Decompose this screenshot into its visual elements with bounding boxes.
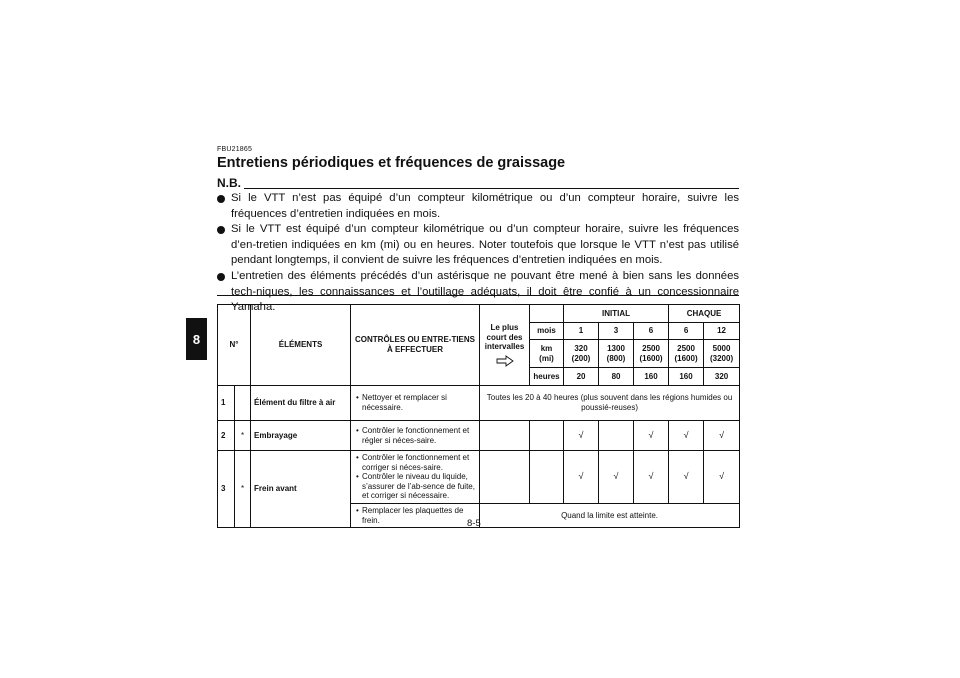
arrow-right-icon xyxy=(496,355,514,367)
page-number: 8-5 xyxy=(467,518,481,529)
nb-item xyxy=(217,191,739,222)
interval-value: 2500 (1600) xyxy=(669,340,704,368)
row-asterisk: * xyxy=(235,421,251,451)
row-element: Élément du filtre à air xyxy=(251,386,351,421)
action-text: Contrôler le fonctionnement et régler si néces-saire. xyxy=(362,425,470,445)
interval-blank xyxy=(530,421,564,451)
interval-value: 6 xyxy=(634,323,669,340)
nb-item-text: L’entretien des éléments précédés d’un astérisque ne pouvant être mené à bien sans les données tech-niques, les connaissances et l’outillage adéquats, il doit être confié à un concessionnaire Yamaha. xyxy=(231,269,739,314)
row-number: 3 xyxy=(218,451,235,528)
interval-value: 160 xyxy=(669,368,704,386)
bullet-icon xyxy=(217,195,225,203)
check-mark: √ xyxy=(669,421,704,451)
interval-blank xyxy=(480,421,530,451)
action-text: Contrôler le fonctionnement et corriger si néces-saire. xyxy=(362,453,470,472)
row-note: Toutes les 20 à 40 heures (plus souvent dans les régions humides ou poussié-reuses) xyxy=(480,386,740,421)
action-text: Remplacer les plaquettes de frein. xyxy=(362,505,464,525)
table-row xyxy=(218,421,740,451)
interval-value: 6 xyxy=(669,323,704,340)
row-asterisk: * xyxy=(235,451,251,528)
nb-end-rule xyxy=(217,295,739,296)
action-text: Nettoyer et remplacer si nécessaire. xyxy=(362,393,447,412)
row-asterisk xyxy=(235,386,251,421)
check-mark: √ xyxy=(634,451,669,504)
check-mark: √ xyxy=(669,451,704,504)
header-controls: CONTRÔLES OU ENTRE-TIENS À EFFECTUER xyxy=(351,305,480,386)
row-element: Frein avant xyxy=(251,451,351,528)
interval-value: 20 xyxy=(564,368,599,386)
header-unit-blank xyxy=(530,305,564,323)
row-action xyxy=(351,503,480,527)
interval-value: 320 xyxy=(704,368,740,386)
nb-item-text: Si le VTT est équipé d’un compteur kilométrique ou d’un compteur horaire, suivre les fréquences d’en-tretien indiquées en km (mi) ou en heures. Noter toutefois que lorsque le VTT n’est pas utilisé pendant longtemps, il convient de suivre les fréquences d’entretien indiquées en mois. xyxy=(231,223,739,267)
maintenance-table xyxy=(217,304,740,528)
document-code: FBU21865 xyxy=(217,146,253,153)
row-action xyxy=(351,451,480,504)
bullet-icon xyxy=(217,226,225,234)
header-elements: ÉLÉMENTS xyxy=(251,305,351,386)
interval-value: 320 (200) xyxy=(564,340,599,368)
action-item: • Remplacer les plaquettes de frein. xyxy=(356,505,464,525)
interval-value: 160 xyxy=(634,368,669,386)
unit-km: km (mi) xyxy=(530,340,564,368)
header-each: CHAQUE xyxy=(669,305,740,323)
interval-value: 2500 (1600) xyxy=(634,340,669,368)
action-item: • Contrôler le fonctionnement et corriger si néces-saire. xyxy=(356,453,470,472)
page-title: Entretiens périodiques et fréquences de graissage xyxy=(217,155,566,171)
interval-value: 1 xyxy=(564,323,599,340)
nb-rule xyxy=(244,188,739,189)
interval-value: 5000 (3200) xyxy=(704,340,740,368)
row-number: 1 xyxy=(218,386,235,421)
action-item: • Nettoyer et remplacer si nécessaire. xyxy=(356,393,447,412)
row-element: Embrayage xyxy=(251,421,351,451)
check-empty xyxy=(599,421,634,451)
header-initial: INITIAL xyxy=(564,305,669,323)
row-number: 2 xyxy=(218,421,235,451)
nb-list xyxy=(217,191,739,316)
interval-value: 12 xyxy=(704,323,740,340)
nb-header xyxy=(217,176,739,192)
interval-blank xyxy=(480,451,530,504)
nb-item-text: Si le VTT n’est pas équipé d’un compteur kilométrique ou d’un compteur horaire, suivre les fréquences d’entretien indiquées en mois. xyxy=(231,192,739,220)
row-action xyxy=(351,421,480,451)
check-mark: √ xyxy=(704,421,740,451)
nb-item xyxy=(217,222,739,269)
interval-value: 3 xyxy=(599,323,634,340)
bullet-icon xyxy=(217,273,225,281)
header-shortest-label: Le plus court des intervalles xyxy=(484,323,525,352)
unit-hours: heures xyxy=(530,368,564,386)
chapter-tab xyxy=(186,318,207,360)
chapter-tab-label: 8 xyxy=(192,331,201,347)
action-item: • Contrôler le niveau du liquide, s’assurer de l’ab-sence de fuite, et corriger si nécessaire. xyxy=(356,472,475,501)
header-shortest-interval xyxy=(480,305,530,386)
table-row xyxy=(218,386,740,421)
nb-label: N.B. xyxy=(217,176,241,190)
table-row xyxy=(218,451,740,504)
interval-value: 1300 (800) xyxy=(599,340,634,368)
header-num: N° xyxy=(218,305,251,386)
row-note: Quand la limite est atteinte. xyxy=(480,503,740,527)
action-text: Contrôler le niveau du liquide, s’assurer de l’ab-sence de fuite, et corriger si nécessaire. xyxy=(362,472,475,501)
interval-value: 80 xyxy=(599,368,634,386)
interval-blank xyxy=(530,451,564,504)
action-item: • Contrôler le fonctionnement et régler si néces-saire. xyxy=(356,425,470,445)
row-action xyxy=(351,386,480,421)
unit-months: mois xyxy=(530,323,564,340)
check-mark: √ xyxy=(564,451,599,504)
check-mark: √ xyxy=(634,421,669,451)
check-mark: √ xyxy=(564,421,599,451)
check-mark: √ xyxy=(704,451,740,504)
check-mark: √ xyxy=(599,451,634,504)
